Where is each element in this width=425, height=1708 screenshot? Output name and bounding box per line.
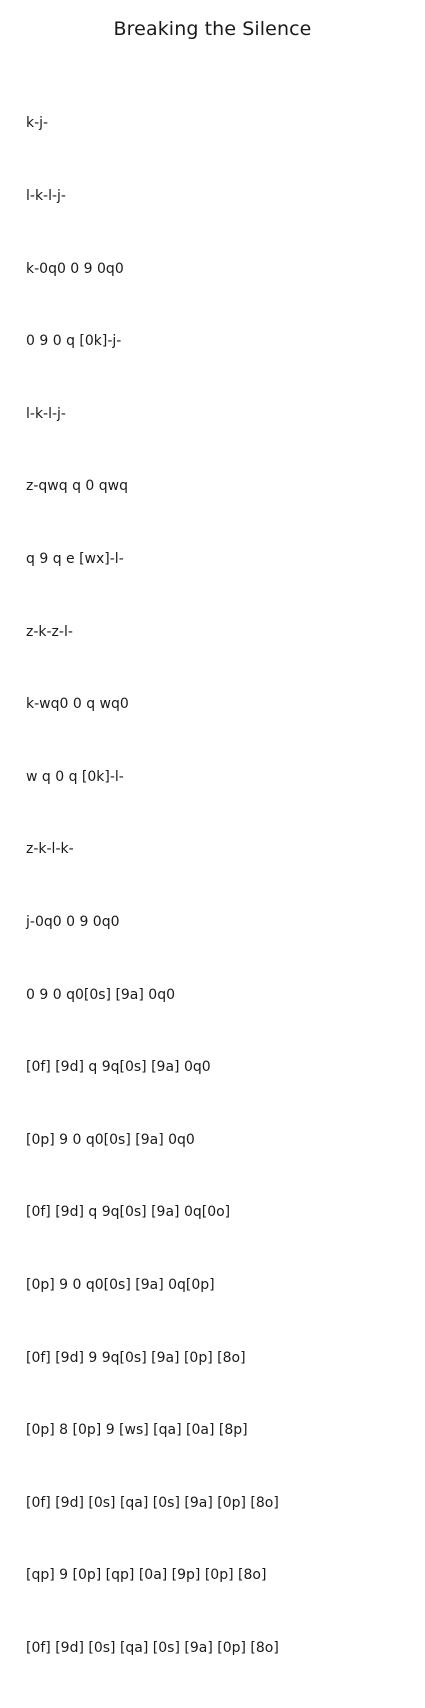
notation-line: k-wq0 0 q wq0 bbox=[26, 696, 129, 713]
notation-line: q 9 q e [wx]-l- bbox=[26, 550, 124, 567]
notation-line: [0f] [9d] q 9q[0s] [9a] 0q[0o] bbox=[26, 1204, 231, 1221]
notation-line: k-j- bbox=[26, 115, 49, 132]
notation-line: w q 0 q [0k]-l- bbox=[26, 768, 124, 785]
notation-line: j-0q0 0 9 0q0 bbox=[26, 913, 120, 930]
notation-line: k-0q0 0 9 0q0 bbox=[26, 260, 124, 277]
notation-lines bbox=[26, 63, 279, 1708]
notation-line: l-k-l-j- bbox=[26, 405, 66, 422]
page-title: Breaking the Silence bbox=[113, 18, 312, 40]
notation-line: [0f] [9d] [0s] [qa] [0s] [9a] [0p] [8o] bbox=[26, 1494, 279, 1511]
notation-line: [0f] [9d] 9 9q[0s] [9a] [0p] [8o] bbox=[26, 1349, 246, 1366]
notation-line: [0p] 8 [0p] 9 [ws] [qa] [0a] [8p] bbox=[26, 1422, 248, 1439]
notation-line: 0 9 0 q0[0s] [9a] 0q0 bbox=[26, 986, 176, 1003]
notation-line: [0f] [9d] q 9q[0s] [9a] 0q0 bbox=[26, 1059, 211, 1076]
notation-line: l-k-l-j- bbox=[26, 188, 66, 204]
notation-line: [0p] 9 0 q0[0s] [9a] 0q0 bbox=[26, 1131, 195, 1148]
notation-line: [0p] 9 0 q0[0s] [9a] 0q[0p] bbox=[26, 1276, 215, 1293]
notation-line: z-k-l-k- bbox=[26, 841, 74, 858]
notation-line: [qp] 9 [0p] [qp] [0a] [9p] [0p] [8o] bbox=[26, 1567, 267, 1584]
notation-line: [0f] [9d] [0s] [qa] [0s] [9a] [0p] [8o] bbox=[26, 1639, 279, 1656]
notation-line: z-qwq q 0 qwq bbox=[26, 478, 128, 495]
notation-line: 0 9 0 q [0k]-j- bbox=[26, 333, 122, 350]
notation-line: z-k-z-l- bbox=[26, 623, 73, 640]
